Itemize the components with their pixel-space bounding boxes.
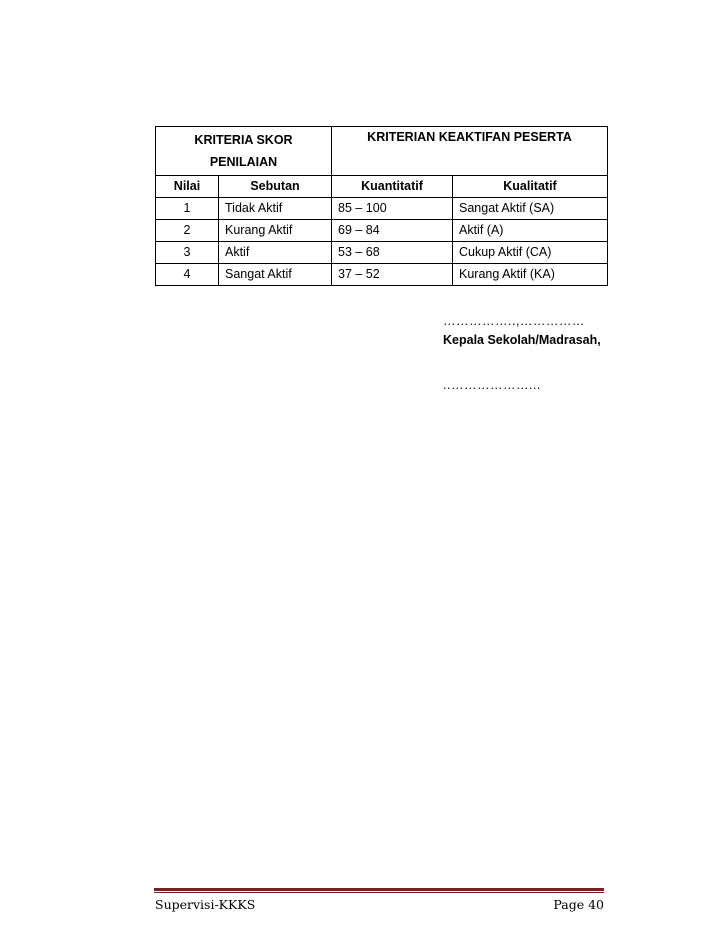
cell-kuantitatif: 85 – 100 [332, 198, 453, 220]
cell-kualitatif: Kurang Aktif (KA) [453, 264, 608, 286]
cell-kualitatif: Cukup Aktif (CA) [453, 242, 608, 264]
signature-place-date: ……………..,…………… [443, 314, 585, 328]
header-kriteria-skor [156, 127, 332, 176]
signature-block [443, 312, 601, 395]
header-kriteria-skor-line1: KRITERIA SKOR [194, 133, 293, 147]
header-kriteria-keaktifan-label: KRITERIAN KEAKTIFAN PESERTA [367, 130, 572, 144]
table-row [156, 264, 608, 286]
table-row [156, 220, 608, 242]
column-header-kuantitatif: Kuantitatif [332, 176, 453, 198]
signature-role: Kepala Sekolah/Madrasah, [443, 333, 601, 347]
cell-kuantitatif: 53 – 68 [332, 242, 453, 264]
footer-rule-thin [154, 892, 604, 893]
column-header-nilai: Nilai [156, 176, 219, 198]
table-row [156, 198, 608, 220]
cell-nilai: 3 [156, 242, 219, 264]
cell-nilai: 1 [156, 198, 219, 220]
footer-rule-thick [154, 888, 604, 891]
cell-nilai: 2 [156, 220, 219, 242]
header-kriteria-skor-line2: PENILAIAN [209, 155, 278, 169]
cell-sebutan: Aktif [219, 242, 332, 264]
cell-sebutan: Kurang Aktif [219, 220, 332, 242]
header-kriteria-keaktifan [332, 127, 608, 176]
column-header-row [156, 176, 608, 198]
column-header-sebutan: Sebutan [219, 176, 332, 198]
signature-name: ..………………... [443, 378, 541, 392]
footer-page-number: Page 40 [553, 897, 604, 912]
column-header-kualitatif: Kualitatif [453, 176, 608, 198]
table-header-row [156, 127, 608, 176]
cell-sebutan: Tidak Aktif [219, 198, 332, 220]
cell-kuantitatif: 37 – 52 [332, 264, 453, 286]
cell-kualitatif: Sangat Aktif (SA) [453, 198, 608, 220]
cell-nilai: 4 [156, 264, 219, 286]
cell-kuantitatif: 69 – 84 [332, 220, 453, 242]
cell-sebutan: Sangat Aktif [219, 264, 332, 286]
cell-kualitatif: Aktif (A) [453, 220, 608, 242]
footer-document-title: Supervisi-KKKS [155, 897, 256, 912]
criteria-table [155, 126, 608, 286]
table-row [156, 242, 608, 264]
